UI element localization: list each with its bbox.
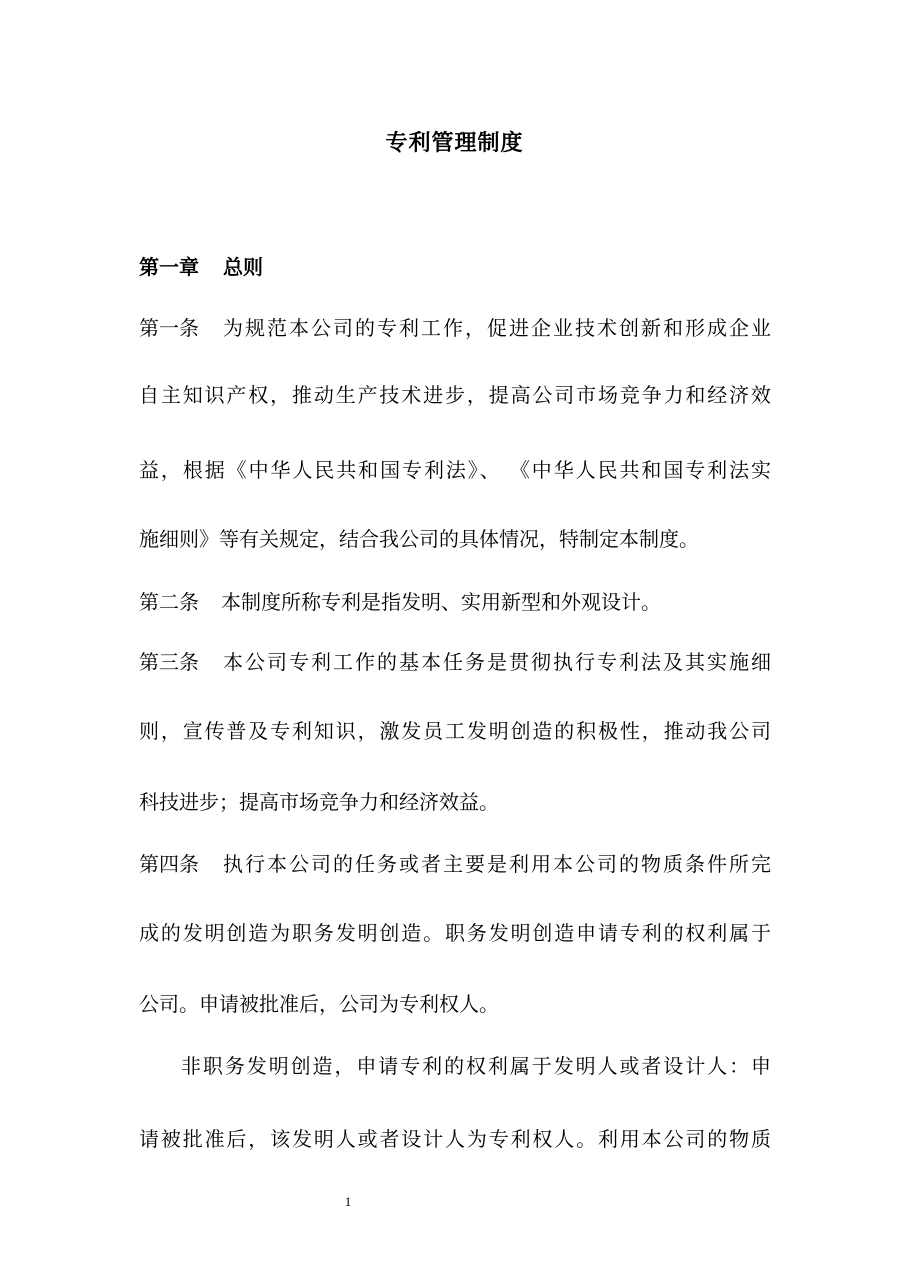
paragraph-line-1: 非职务发明创造，申请专利的权利属于发明人或者设计人：申 (181, 1054, 771, 1078)
document-title: 专利管理制度 (385, 131, 524, 156)
article-3-line-1 (139, 647, 771, 677)
article-3-text-1: 本公司专利工作的基本任务是贯彻执行专利法及其实施细 (221, 650, 771, 674)
article-4-text-1: 执行本公司的任务或者主要是利用本公司的物质条件所完 (221, 852, 771, 876)
article-1-line-3: 益，根据《中华人民共和国专利法》、 《中华人民共和国专利法实 (139, 458, 771, 482)
article-4-line-2: 成的发明创造为职务发明创造。职务发明创造申请专利的权利属于 (139, 921, 771, 945)
article-2-text-1: 本制度所称专利是指发明、实用新型和外观设计。 (221, 590, 661, 614)
article-4-label: 第四条 (139, 852, 199, 876)
article-4-line-3: 公司。申请被批准后，公司为专利权人。 (139, 992, 499, 1016)
article-1-label: 第一条 (139, 316, 199, 340)
article-1-line-4: 施细则》等有关规定，结合我公司的具体情况，特制定本制度。 (139, 527, 699, 551)
chapter-name: 总则 (223, 255, 263, 279)
page-number: 1 (344, 1194, 352, 1209)
article-3-label: 第三条 (139, 650, 199, 674)
article-2-label: 第二条 (139, 590, 199, 614)
article-1-line-2: 自主知识产权，推动生产技术进步，提高公司市场竞争力和经济效 (139, 383, 771, 407)
article-3-line-2: 则，宣传普及专利知识，激发员工发明创造的积极性，推动我公司 (139, 719, 771, 743)
article-1-text-1: 为规范本公司的专利工作，促进企业技术创新和形成企业 (221, 316, 771, 340)
paragraph-line-2: 请被批准后，该发明人或者设计人为专利权人。利用本公司的物质 (139, 1127, 771, 1151)
chapter-number: 第一章 (139, 255, 199, 279)
chapter-heading (139, 252, 263, 282)
article-1-line-1 (139, 313, 771, 343)
article-3-line-3: 科技进步；提高市场竞争力和经济效益。 (139, 790, 499, 814)
article-2-line-1 (139, 587, 771, 617)
article-4-line-1 (139, 849, 771, 879)
